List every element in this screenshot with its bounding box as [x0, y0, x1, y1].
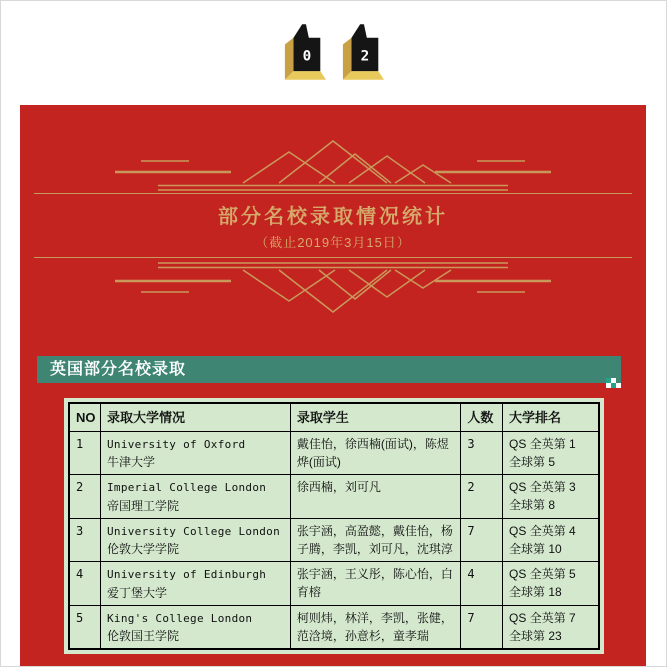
cell-count: 4: [461, 562, 503, 606]
cell-no: 1: [69, 431, 100, 475]
university-name-en: University of Edinburgh: [106, 568, 267, 581]
cell-no: 5: [69, 605, 100, 649]
ranking-line-2: 全球第 18: [509, 585, 562, 599]
university-name-en: University of Oxford: [106, 437, 246, 451]
ranking-line-2: 全球第 10: [509, 541, 562, 556]
cell-ranking: [503, 518, 599, 562]
section-number-digit: 2: [360, 48, 369, 65]
cell-ranking: [503, 475, 599, 519]
cell-university: [100, 431, 290, 475]
ranking-line-1: QS 全英第 7: [509, 610, 576, 625]
ranking-line-2: 全球第 23: [509, 628, 562, 643]
section-number-digit: 0: [302, 48, 311, 65]
section-banner: [37, 356, 621, 383]
section-banner-label: 英国部分名校录取: [50, 361, 187, 378]
cell-count: 2: [461, 475, 503, 519]
column-header-students: 录取学生: [290, 403, 461, 431]
mountain-ornament-icon: [103, 139, 563, 191]
column-header-university: 录取大学情况: [100, 403, 290, 431]
ranking-line-1: QS 全英第 4: [509, 523, 576, 538]
cell-ranking: [503, 431, 599, 475]
cell-students: 张宇涵，王义彤，陈心怡，白育榕: [290, 562, 461, 606]
cell-students: 徐西楠，刘可凡: [290, 475, 461, 519]
ranking-line-1: QS 全英第 5: [509, 567, 576, 581]
table-row: [69, 518, 599, 562]
ranking-line-2: 全球第 8: [509, 498, 556, 512]
cell-count: 3: [461, 431, 503, 475]
cell-no: 3: [69, 518, 100, 562]
red-panel: [20, 105, 646, 666]
cell-ranking: [503, 605, 599, 649]
section-number-tag-icon: [341, 23, 385, 83]
mountain-ornament-icon: [103, 262, 563, 314]
ranking-line-2: 全球第 5: [509, 454, 556, 469]
cell-count: 7: [461, 518, 503, 562]
cell-ranking: [503, 562, 599, 606]
university-name-zh: 帝国理工学院: [106, 498, 179, 513]
checker-icon: [606, 378, 621, 388]
cell-students: 张宇涵，高盈懿，戴佳怡，杨子腾，李凯，刘可凡，沈琪淳: [290, 518, 461, 562]
admissions-table: [68, 402, 600, 650]
ranking-line-1: QS 全英第 1: [509, 436, 576, 451]
cell-no: 2: [69, 475, 100, 519]
cell-university: [100, 475, 290, 519]
page-subtitle: （截止2019年3月15日）: [255, 235, 411, 250]
cell-university: [100, 562, 290, 606]
university-name-zh: 爱丁堡大学: [106, 585, 167, 600]
column-header-ranking: 大学排名: [503, 403, 599, 431]
university-name-zh: 伦敦国王学院: [106, 629, 179, 643]
cell-university: [100, 605, 290, 649]
cell-no: 4: [69, 562, 100, 606]
table-row: [69, 605, 599, 649]
university-name-zh: 牛津大学: [106, 455, 155, 469]
column-header-no: NO: [69, 403, 100, 431]
ranking-line-1: QS 全英第 3: [509, 480, 576, 494]
cell-count: 7: [461, 605, 503, 649]
column-header-count: 人数: [461, 403, 503, 431]
university-name-en: University College London: [106, 524, 281, 538]
section-number-tag-icon: [283, 23, 327, 83]
table-header-row: [69, 403, 599, 431]
university-name-en: Imperial College London: [106, 481, 267, 494]
university-name-en: King's College London: [106, 611, 253, 625]
section-number-tags: [1, 23, 666, 83]
cell-university: [100, 518, 290, 562]
gold-divider: [34, 257, 632, 258]
cell-students: 柯则炜，林洋，李凯，张健，范浛境，孙意杉，童孝瑞: [290, 605, 461, 649]
cell-students: 戴佳怡，徐西楠(面试)，陈煜烨(面试): [290, 431, 461, 475]
admissions-table-panel: [64, 398, 604, 654]
table-row: [69, 475, 599, 519]
table-row: [69, 562, 599, 606]
university-name-zh: 伦敦大学学院: [106, 542, 179, 556]
table-row: [69, 431, 599, 475]
page-title: 部分名校录取情况统计: [218, 204, 448, 228]
gold-divider: [34, 193, 632, 194]
